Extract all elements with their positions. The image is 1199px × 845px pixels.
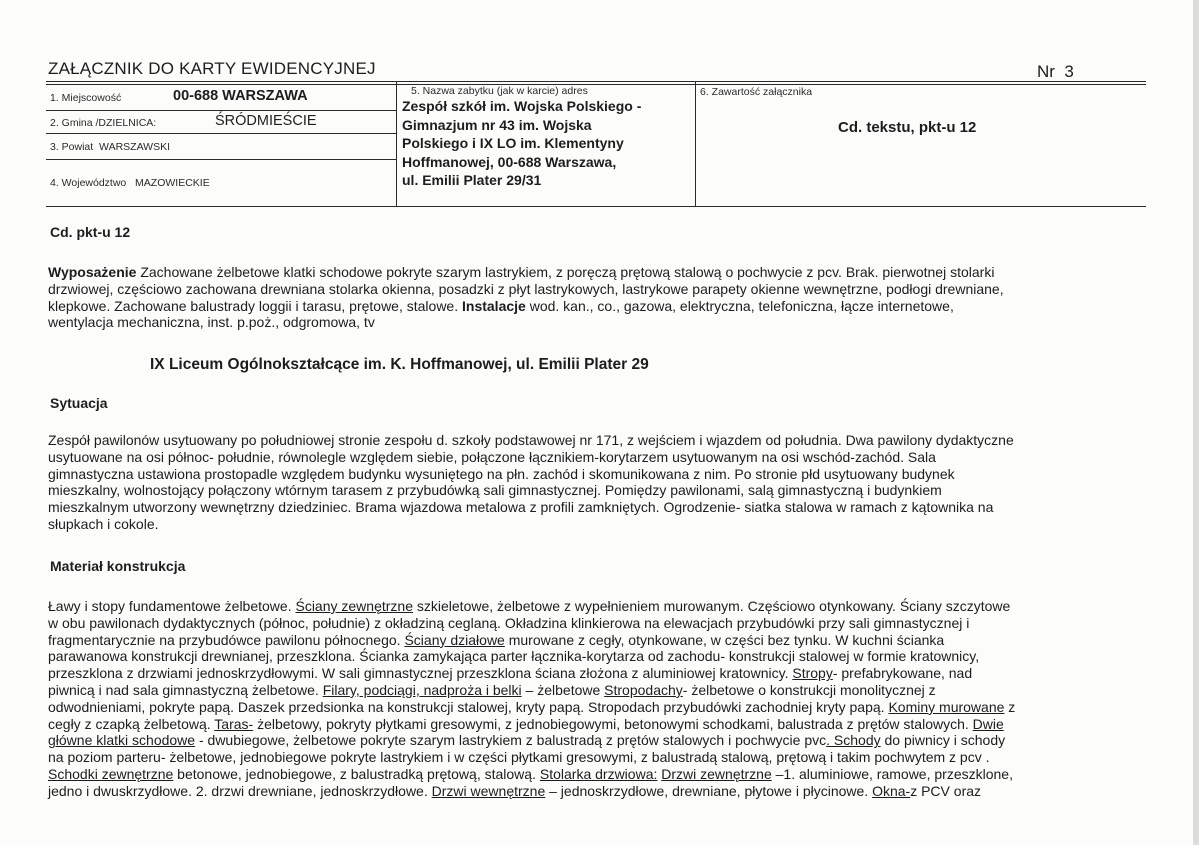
nr-label: Nr xyxy=(1037,62,1055,81)
monument-name-line: ul. Emilii Plater 29/31 xyxy=(402,172,542,189)
field-3-label-text: 3. Powiat xyxy=(50,141,94,153)
field-2-value: ŚRÓDMIEŚCIE xyxy=(215,113,317,129)
paragraph-line: parawanowa konstrukcji drewnianej, przeszklona. Ścianka zamykająca parter łącznika-korytarza od zachodu- konstrukcji stalowej w formie kratownicy, xyxy=(48,648,980,665)
field-6-label: 6. Zawartość załącznika xyxy=(700,86,813,98)
text-run: piwnicą i nad sala gimnastyczną żelbetowe. xyxy=(48,681,323,698)
term-door-joinery: Stolarka drzwiowa: xyxy=(539,765,658,782)
monument-name-line: Gimnazjum nr 43 im. Wojska xyxy=(402,116,592,133)
material-paragraph xyxy=(48,598,1148,800)
paragraph-line: mieszkalnym utworzony wewnętrzny dziedziniec. Brama wjazdowa metalowa z profili zamkniętych. Ogrodzenie- siatka stalowa w ramach z kątownika na xyxy=(48,499,994,516)
text-run: Zachowane żelbetowe klatki schodowe pokryte szarym lastrykiem, z poręczą prętową stalową o pochwycie z pcv. Brak. pierwotnej stolarki xyxy=(136,264,995,280)
text-run: - prefabrykowane, nad xyxy=(832,665,973,682)
field-3-label xyxy=(50,141,170,153)
paragraph-line: wentylacja mechaniczna, inst. p.poż., odgromowa, tv xyxy=(48,314,375,331)
term-main-stairs-2: główne klatki schodowe xyxy=(48,732,196,749)
term-partition-walls: Ściany działowe xyxy=(404,631,505,648)
term-terrace: Taras- xyxy=(214,715,254,732)
text-run: –1. aluminiowe, ramowe, przeszklone, xyxy=(771,765,1013,782)
text-run: szkieletowe, żelbetowe z wypełnieniem murowanym. Częściowo otynkowany. Ściany szczytowe xyxy=(413,598,1011,614)
term-ceilings: Stropy xyxy=(792,665,833,682)
field-3-value: WARSZAWSKI xyxy=(99,141,171,153)
field-6-value: Cd. tekstu, pkt-u 12 xyxy=(838,119,977,136)
paragraph-line xyxy=(48,682,1148,699)
term-exterior-doors: Drzwi zewnętrzne xyxy=(661,765,772,782)
term-windows: Okna- xyxy=(872,782,911,799)
paragraph-line: gimnastyczna ustawiona prostopadle względem budynku wysuniętego na płn. zachód i skomunikowana z nim. Po stronie płd usytuowany budynek xyxy=(48,465,955,482)
paragraph-line: w obu pawilonach dydaktycznych (północ, południe) z okładziną ceglaną. Okładzina klinkierowa na elewacjach przybudówki przy sali gimnastycznej i xyxy=(48,614,970,631)
paragraph-line xyxy=(48,732,1148,749)
text-run: murowane z cegły, otynkowane, w części bez tynku. W kuchni ścianka xyxy=(504,631,945,648)
text-run: fragmentarycznie na przybudówce pawilonu północnego. xyxy=(48,631,405,648)
paragraph-line: drzwiowej, częściowo zachowana drewniana stolarka okienna, posadzki z płyt lastrykowych, lastrykowe parapety okienne wewnętrzne, podłogi drewniane, xyxy=(48,280,1004,297)
text-run: odwodnieniami, pokryte papą. Daszek przedsionka na konstrukcji stalowej, kryty papą. Stropodach przybudówki zachodniej kryty papą. xyxy=(48,698,889,715)
paragraph-line xyxy=(48,665,1148,682)
text-run: – żelbetowe xyxy=(521,681,605,698)
material-heading: Materiał konstrukcja xyxy=(50,558,186,574)
field-4-label xyxy=(50,177,210,189)
page-edge xyxy=(1193,0,1199,845)
paragraph-line: Zespół pawilonów usytuowany po południowej stronie zespołu d. szkoły podstawowej nr 171, z wejściem i wjazdem od południa. Dwa pawilony dydaktyczne xyxy=(48,432,1014,448)
attachment-number xyxy=(1037,62,1074,82)
text-run: - żelbetowe o konstrukcji monolitycznej z xyxy=(682,681,936,698)
nr-value: 3 xyxy=(1064,62,1074,81)
text-run: - dwubiegowe, żelbetowe pokryte szarym lastrykiem z balustradą z prętów stalowych i pochwycie pvc xyxy=(195,732,827,749)
monument-name-line: Polskiego i IX LO im. Klementyny xyxy=(402,135,624,152)
paragraph-line: mieszkalny, wolnostojący połączony wtórnym tarasem z przybudówką sali gimnastycznej. Pomiędzy pawilonami, salą gimnastyczną i budynkiem xyxy=(48,482,942,499)
text-run: klepkowe. Zachowane balustrady loggii i tarasu, prętowe, stalowe. xyxy=(48,297,462,314)
term-pillars: Filary, podciągi, nadproża i belki xyxy=(322,681,522,698)
text-run: wod. kan., co., gazowa, elektryczna, telefoniczna, łącze internetowe, xyxy=(525,297,954,314)
monument-name-line: Hoffmanowej, 00-688 Warszawa, xyxy=(402,153,617,170)
instalacje-label: Instalacje xyxy=(462,297,526,314)
text-run: żelbetowy, pokryty płytkami gresowymi, z jednobiegowymi, betonowymi schodkami, balustrada z prętów stalowych. xyxy=(253,715,973,732)
school-heading: IX Liceum Ogólnokształcące im. K. Hoffmanowej, ul. Emilii Plater 29 xyxy=(150,356,649,373)
field-4-label-text: 4. Województwo xyxy=(50,177,127,189)
field-5-label: 5. Nazwa zabytku (jak w karcie) adres xyxy=(411,85,588,97)
text-run: jedno i dwuskrzydłowe. 2. drzwi drewniane, jednoskrzydłowe. xyxy=(48,782,432,799)
paragraph-line xyxy=(48,632,1148,649)
paragraph-line xyxy=(48,598,1148,615)
sytuacja-paragraph xyxy=(48,432,1148,533)
term-main-stairs-1: Dwie xyxy=(972,715,1004,732)
text-run: oraz xyxy=(949,782,982,799)
text-run: z xyxy=(1004,698,1016,715)
field-1-value: 00-688 WARSZAWA xyxy=(173,88,308,104)
text-run: z PCV xyxy=(910,782,950,799)
text-run: – jednoskrzydłowe, drewniane, płytowe i płycinowe. xyxy=(545,782,873,799)
paragraph-line xyxy=(48,298,1148,315)
wyposazenie-paragraph xyxy=(48,264,1148,331)
paragraph-line: słupkach i cokole. xyxy=(48,515,159,532)
term-chimneys: Kominy murowane xyxy=(888,698,1005,715)
term-outer-steps: Schodki zewnętrzne xyxy=(48,765,174,782)
paragraph-line xyxy=(48,716,1148,733)
monument-name xyxy=(402,97,692,190)
paragraph-line xyxy=(48,264,1148,281)
form-bottom-rule xyxy=(46,206,1146,207)
form-row-rule-2 xyxy=(46,133,396,134)
form-row-rule-1 xyxy=(46,110,396,111)
text-run: betonowe, jednobiegowe, z balustradką prętową, stalową. xyxy=(173,765,540,782)
term-flat-roofs: Stropodachy xyxy=(604,681,683,698)
form-row-rule-3 xyxy=(46,159,396,160)
paragraph-line xyxy=(48,783,1148,800)
continuation-heading: Cd. pkt-u 12 xyxy=(50,224,131,240)
field-2-label: 2. Gmina /DZIELNICA: xyxy=(50,117,157,129)
form-top-rule-2 xyxy=(46,84,1146,85)
field-1-label: 1. Miejscowość xyxy=(50,92,122,104)
term-interior-doors: Drzwi wewnętrzne xyxy=(431,782,546,799)
paragraph-line xyxy=(48,699,1148,716)
paragraph-line: usytuowane na osi północ- południe, równolegle względem siebie, połączone łącznikiem-korytarzem usytuowanym na osi wschód-zachód. Sala xyxy=(48,448,936,465)
term-stairs: . Schody xyxy=(826,732,881,749)
wyposazenie-label: Wyposażenie xyxy=(48,264,137,280)
term-exterior-walls: Ściany zewnętrzne xyxy=(295,598,413,614)
field-4-value: MAZOWIECKIE xyxy=(135,177,210,189)
text-run: do piwnicy i schody xyxy=(880,732,1006,749)
form-divider-1 xyxy=(396,82,397,207)
form-top-rule xyxy=(46,81,1146,82)
sytuacja-heading: Sytuacja xyxy=(50,395,108,411)
text-run: przeszklona z drzwiami jednoskrzydłowymi. W sali gimnastycznej przeszklona ściana złożona z aluminiowej kratownicy. xyxy=(48,665,793,682)
form-divider-2 xyxy=(695,82,696,207)
monument-name-line: Zespół szkół im. Wojska Polskiego - xyxy=(402,98,642,114)
text-run: cegły z czapką żelbetową. xyxy=(48,715,215,732)
document-title: ZAŁĄCZNIK DO KARTY EWIDENCYJNEJ xyxy=(48,59,376,78)
paragraph-line xyxy=(48,766,1148,783)
text-run: Ławy i stopy fundamentowe żelbetowe. xyxy=(48,598,296,614)
paragraph-line: na poziom parteru- żelbetowe, jednobiegowe pokryte lastrykiem i w części płytkami gresowymi, z balustradą stalową, prętową i takim pochwytem z pcv . xyxy=(48,749,990,766)
